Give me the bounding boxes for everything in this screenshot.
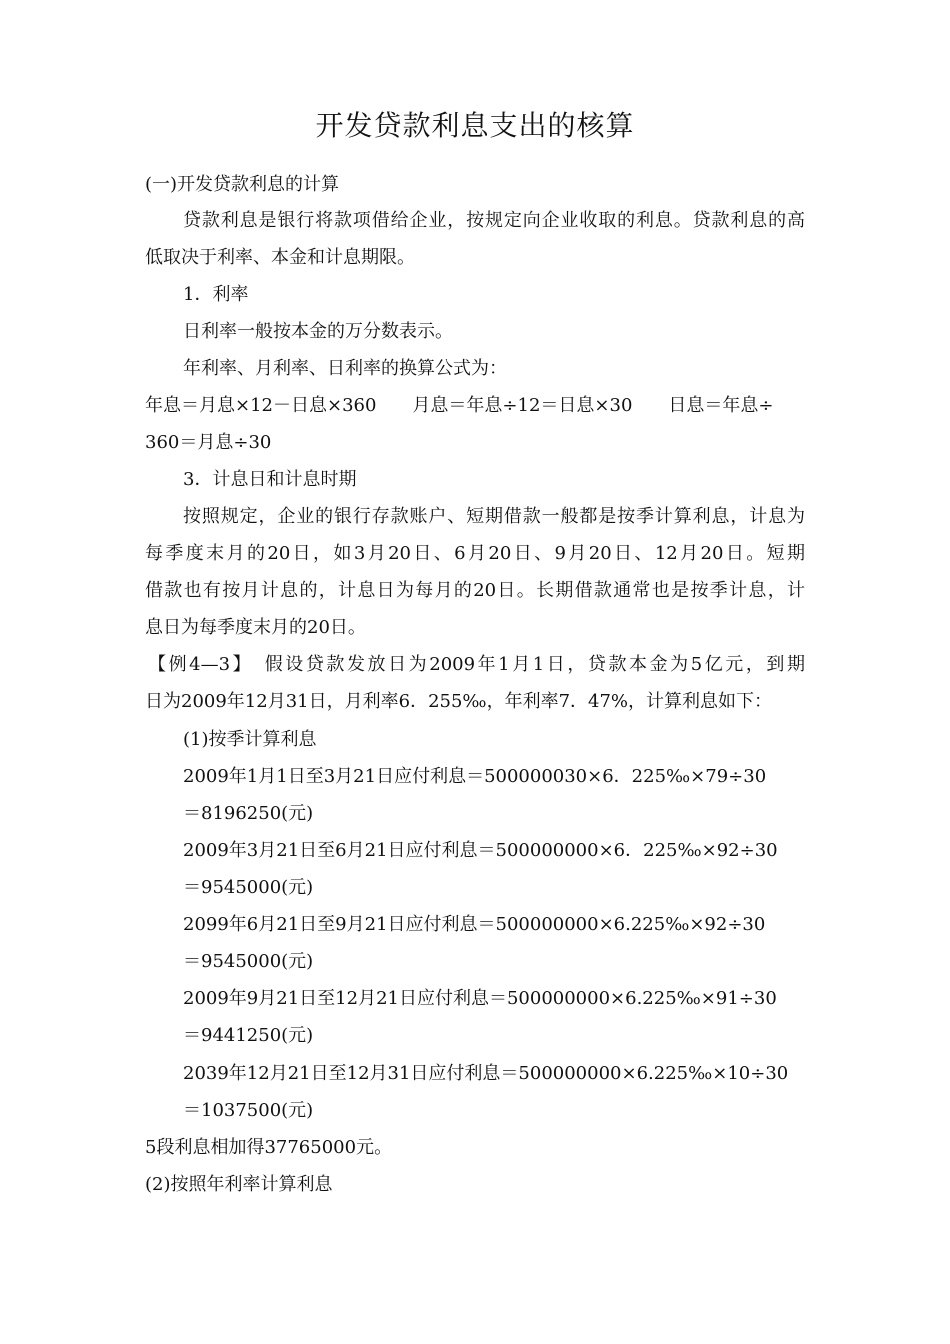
- subheading: 3．计息日和计息时期: [183, 469, 357, 490]
- document-title: 开发贷款利息支出的核算: [315, 109, 635, 142]
- paragraph-line: 低取决于利率、本金和计息期限。: [145, 247, 415, 268]
- paragraph-line: 息日为每季度末月的20日。: [145, 617, 366, 638]
- paragraph-line: 日利率一般按本金的万分数表示。: [183, 321, 453, 342]
- example-line: 【例4—3】 假设贷款发放日为2009年1月1日，贷款本金为5亿元，到期: [148, 654, 805, 675]
- paragraph-line: 贷款利息是银行将款项借给企业，按规定向企业收取的利息。贷款利息的高: [183, 210, 805, 231]
- calc-line: 2009年9月21日至12月21日应付利息＝500000000×6.225‰×91÷30: [183, 988, 777, 1009]
- formula-line: 360＝月息÷30: [145, 432, 272, 453]
- example-line: 日为2009年12月31日，月利率6．255‰，年利率7．47%，计算利息如下：: [145, 691, 773, 712]
- section-heading: (一)开发贷款利息的计算: [145, 174, 340, 195]
- calc-result: ＝9441250(元): [183, 1025, 314, 1046]
- summary-line: 5段利息相加得37765000元。: [145, 1137, 393, 1158]
- subheading: (2)按照年利率计算利息: [145, 1174, 333, 1195]
- calc-line: 2039年12月21日至12月31日应付利息＝500000000×6.225‰×10÷30: [183, 1063, 789, 1084]
- calc-result: ＝8196250(元): [183, 803, 314, 824]
- subheading: 1．利率: [183, 284, 249, 305]
- formula-line: 年息＝月息×12－日息×360 月息＝年息÷12＝日息×30 日息＝年息÷: [145, 395, 774, 416]
- paragraph-line: 每季度末月的20日，如3月20日、6月20日、9月20日、12月20日。短期: [145, 543, 805, 564]
- paragraph-line: 年利率、月利率、日利率的换算公式为：: [183, 358, 507, 379]
- calc-line: 2009年1月1日至3月21日应付利息＝500000030×6．225‰×79÷30: [183, 766, 767, 787]
- calc-result: ＝9545000(元): [183, 951, 314, 972]
- calc-result: ＝1037500(元): [183, 1100, 314, 1121]
- paragraph-line: 借款也有按月计息的，计息日为每月的20日。长期借款通常也是按季计息，计: [145, 580, 805, 601]
- calc-line: 2099年6月21日至9月21日应付利息＝500000000×6.225‰×92÷30: [183, 914, 766, 935]
- calc-line: 2009年3月21日至6月21日应付利息＝500000000×6．225‰×92÷30: [183, 840, 778, 861]
- calc-result: ＝9545000(元): [183, 877, 314, 898]
- subheading: (1)按季计算利息: [183, 729, 317, 750]
- paragraph-line: 按照规定，企业的银行存款账户、短期借款一般都是按季计算利息，计息为: [183, 506, 805, 527]
